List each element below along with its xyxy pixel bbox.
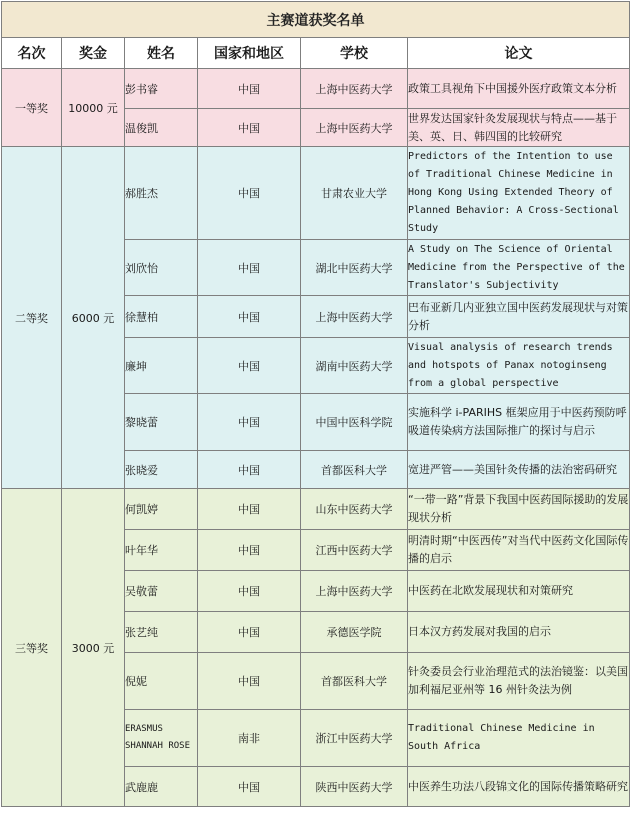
- winner-name: 彭书睿: [125, 69, 198, 109]
- winner-name: 温俊凯: [125, 109, 198, 147]
- header-country: 国家和地区: [198, 38, 301, 69]
- winner-paper: Visual analysis of research trends and hotspots of Panax notoginseng from a global perspective: [408, 338, 630, 394]
- winner-country: 中国: [198, 69, 301, 109]
- awards-table: [1, 1, 630, 807]
- winner-school: 首都医科大学: [301, 451, 408, 489]
- winner-school: 首都医科大学: [301, 653, 408, 710]
- winner-name: 武鹿鹿: [125, 767, 198, 807]
- winner-paper: 中医养生功法八段锦文化的国际传播策略研究: [408, 767, 630, 807]
- header-school: 学校: [301, 38, 408, 69]
- winner-name: 何凯婷: [125, 489, 198, 530]
- header-prize: 奖金: [62, 38, 125, 69]
- winner-name: 廉坤: [125, 338, 198, 394]
- header-name: 姓名: [125, 38, 198, 69]
- rank-second: 二等奖: [2, 147, 62, 489]
- winner-name: 郝胜杰: [125, 147, 198, 240]
- winner-paper: 针灸委员会行业治理范式的法治镜鉴：以美国加利福尼亚州等 16 州针灸法为例: [408, 653, 630, 710]
- winner-school: 上海中医药大学: [301, 69, 408, 109]
- winner-paper: Predictors of the Intention to use of Traditional Chinese Medicine in Hong Kong Using Extended Theory of Planned Behavior: A Cross-Sectional Study: [408, 147, 630, 240]
- winner-paper: A Study on The Science of Oriental Medicine from the Perspective of the Translator's Subjectivity: [408, 240, 630, 296]
- winner-paper: Traditional Chinese Medicine in South Africa: [408, 710, 630, 767]
- winner-country: 中国: [198, 338, 301, 394]
- winner-name: 张艺纯: [125, 612, 198, 653]
- prize-third: 3000 元: [62, 489, 125, 807]
- winner-school: 承德医学院: [301, 612, 408, 653]
- winner-country: 中国: [198, 653, 301, 710]
- winner-paper: 中医药在北欧发展现状和对策研究: [408, 571, 630, 612]
- winner-school: 山东中医药大学: [301, 489, 408, 530]
- winner-paper: 世界发达国家针灸发展现状与特点——基于美、英、日、韩四国的比较研究: [408, 109, 630, 147]
- table-row: [2, 147, 630, 240]
- prize-first: 10000 元: [62, 69, 125, 147]
- winner-school: 浙江中医药大学: [301, 710, 408, 767]
- winner-paper: 政策工具视角下中国援外医疗政策文本分析: [408, 69, 630, 109]
- table-row: [2, 69, 630, 109]
- winner-country: 中国: [198, 571, 301, 612]
- rank-first: 一等奖: [2, 69, 62, 147]
- winner-school: 中国中医科学院: [301, 394, 408, 451]
- winner-school: 上海中医药大学: [301, 571, 408, 612]
- prize-second: 6000 元: [62, 147, 125, 489]
- winner-name: 刘欣怡: [125, 240, 198, 296]
- winner-school: 甘肃农业大学: [301, 147, 408, 240]
- winner-country: 中国: [198, 296, 301, 338]
- winner-name: ERASMUS SHANNAH ROSE: [125, 710, 198, 767]
- winner-country: 中国: [198, 612, 301, 653]
- table-row: [2, 489, 630, 530]
- table-title: 主赛道获奖名单: [2, 2, 630, 38]
- winner-name: 黎晓蕾: [125, 394, 198, 451]
- winner-paper: 巴布亚新几内亚独立国中医药发展现状与对策分析: [408, 296, 630, 338]
- winner-country: 中国: [198, 767, 301, 807]
- winner-school: 湖北中医药大学: [301, 240, 408, 296]
- winner-school: 上海中医药大学: [301, 296, 408, 338]
- winner-country: 中国: [198, 530, 301, 571]
- winner-name: 吴敬蕾: [125, 571, 198, 612]
- winner-school: 江西中医药大学: [301, 530, 408, 571]
- winner-paper: 宽进严管——美国针灸传播的法治密码研究: [408, 451, 630, 489]
- winner-country: 中国: [198, 147, 301, 240]
- winner-paper: 日本汉方药发展对我国的启示: [408, 612, 630, 653]
- header-paper: 论文: [408, 38, 630, 69]
- winner-name: 徐慧柏: [125, 296, 198, 338]
- header-rank: 名次: [2, 38, 62, 69]
- winner-paper: 实施科学 i-PARIHS 框架应用于中医药预防呼吸道传染病方法国际推广的探讨与启示: [408, 394, 630, 451]
- header-row: [2, 38, 630, 69]
- winner-country: 中国: [198, 489, 301, 530]
- winner-school: 上海中医药大学: [301, 109, 408, 147]
- winner-school: 湖南中医药大学: [301, 338, 408, 394]
- winner-paper: “一带一路”背景下我国中医药国际援助的发展现状分析: [408, 489, 630, 530]
- winner-school: 陕西中医药大学: [301, 767, 408, 807]
- winner-country: 中国: [198, 240, 301, 296]
- winner-country: 中国: [198, 394, 301, 451]
- winner-name: 叶年华: [125, 530, 198, 571]
- winner-name: 倪妮: [125, 653, 198, 710]
- winner-country: 中国: [198, 451, 301, 489]
- winner-paper: 明清时期“中医西传”对当代中医药文化国际传播的启示: [408, 530, 630, 571]
- winner-name: 张晓爱: [125, 451, 198, 489]
- rank-third: 三等奖: [2, 489, 62, 807]
- winner-country: 南非: [198, 710, 301, 767]
- winner-country: 中国: [198, 109, 301, 147]
